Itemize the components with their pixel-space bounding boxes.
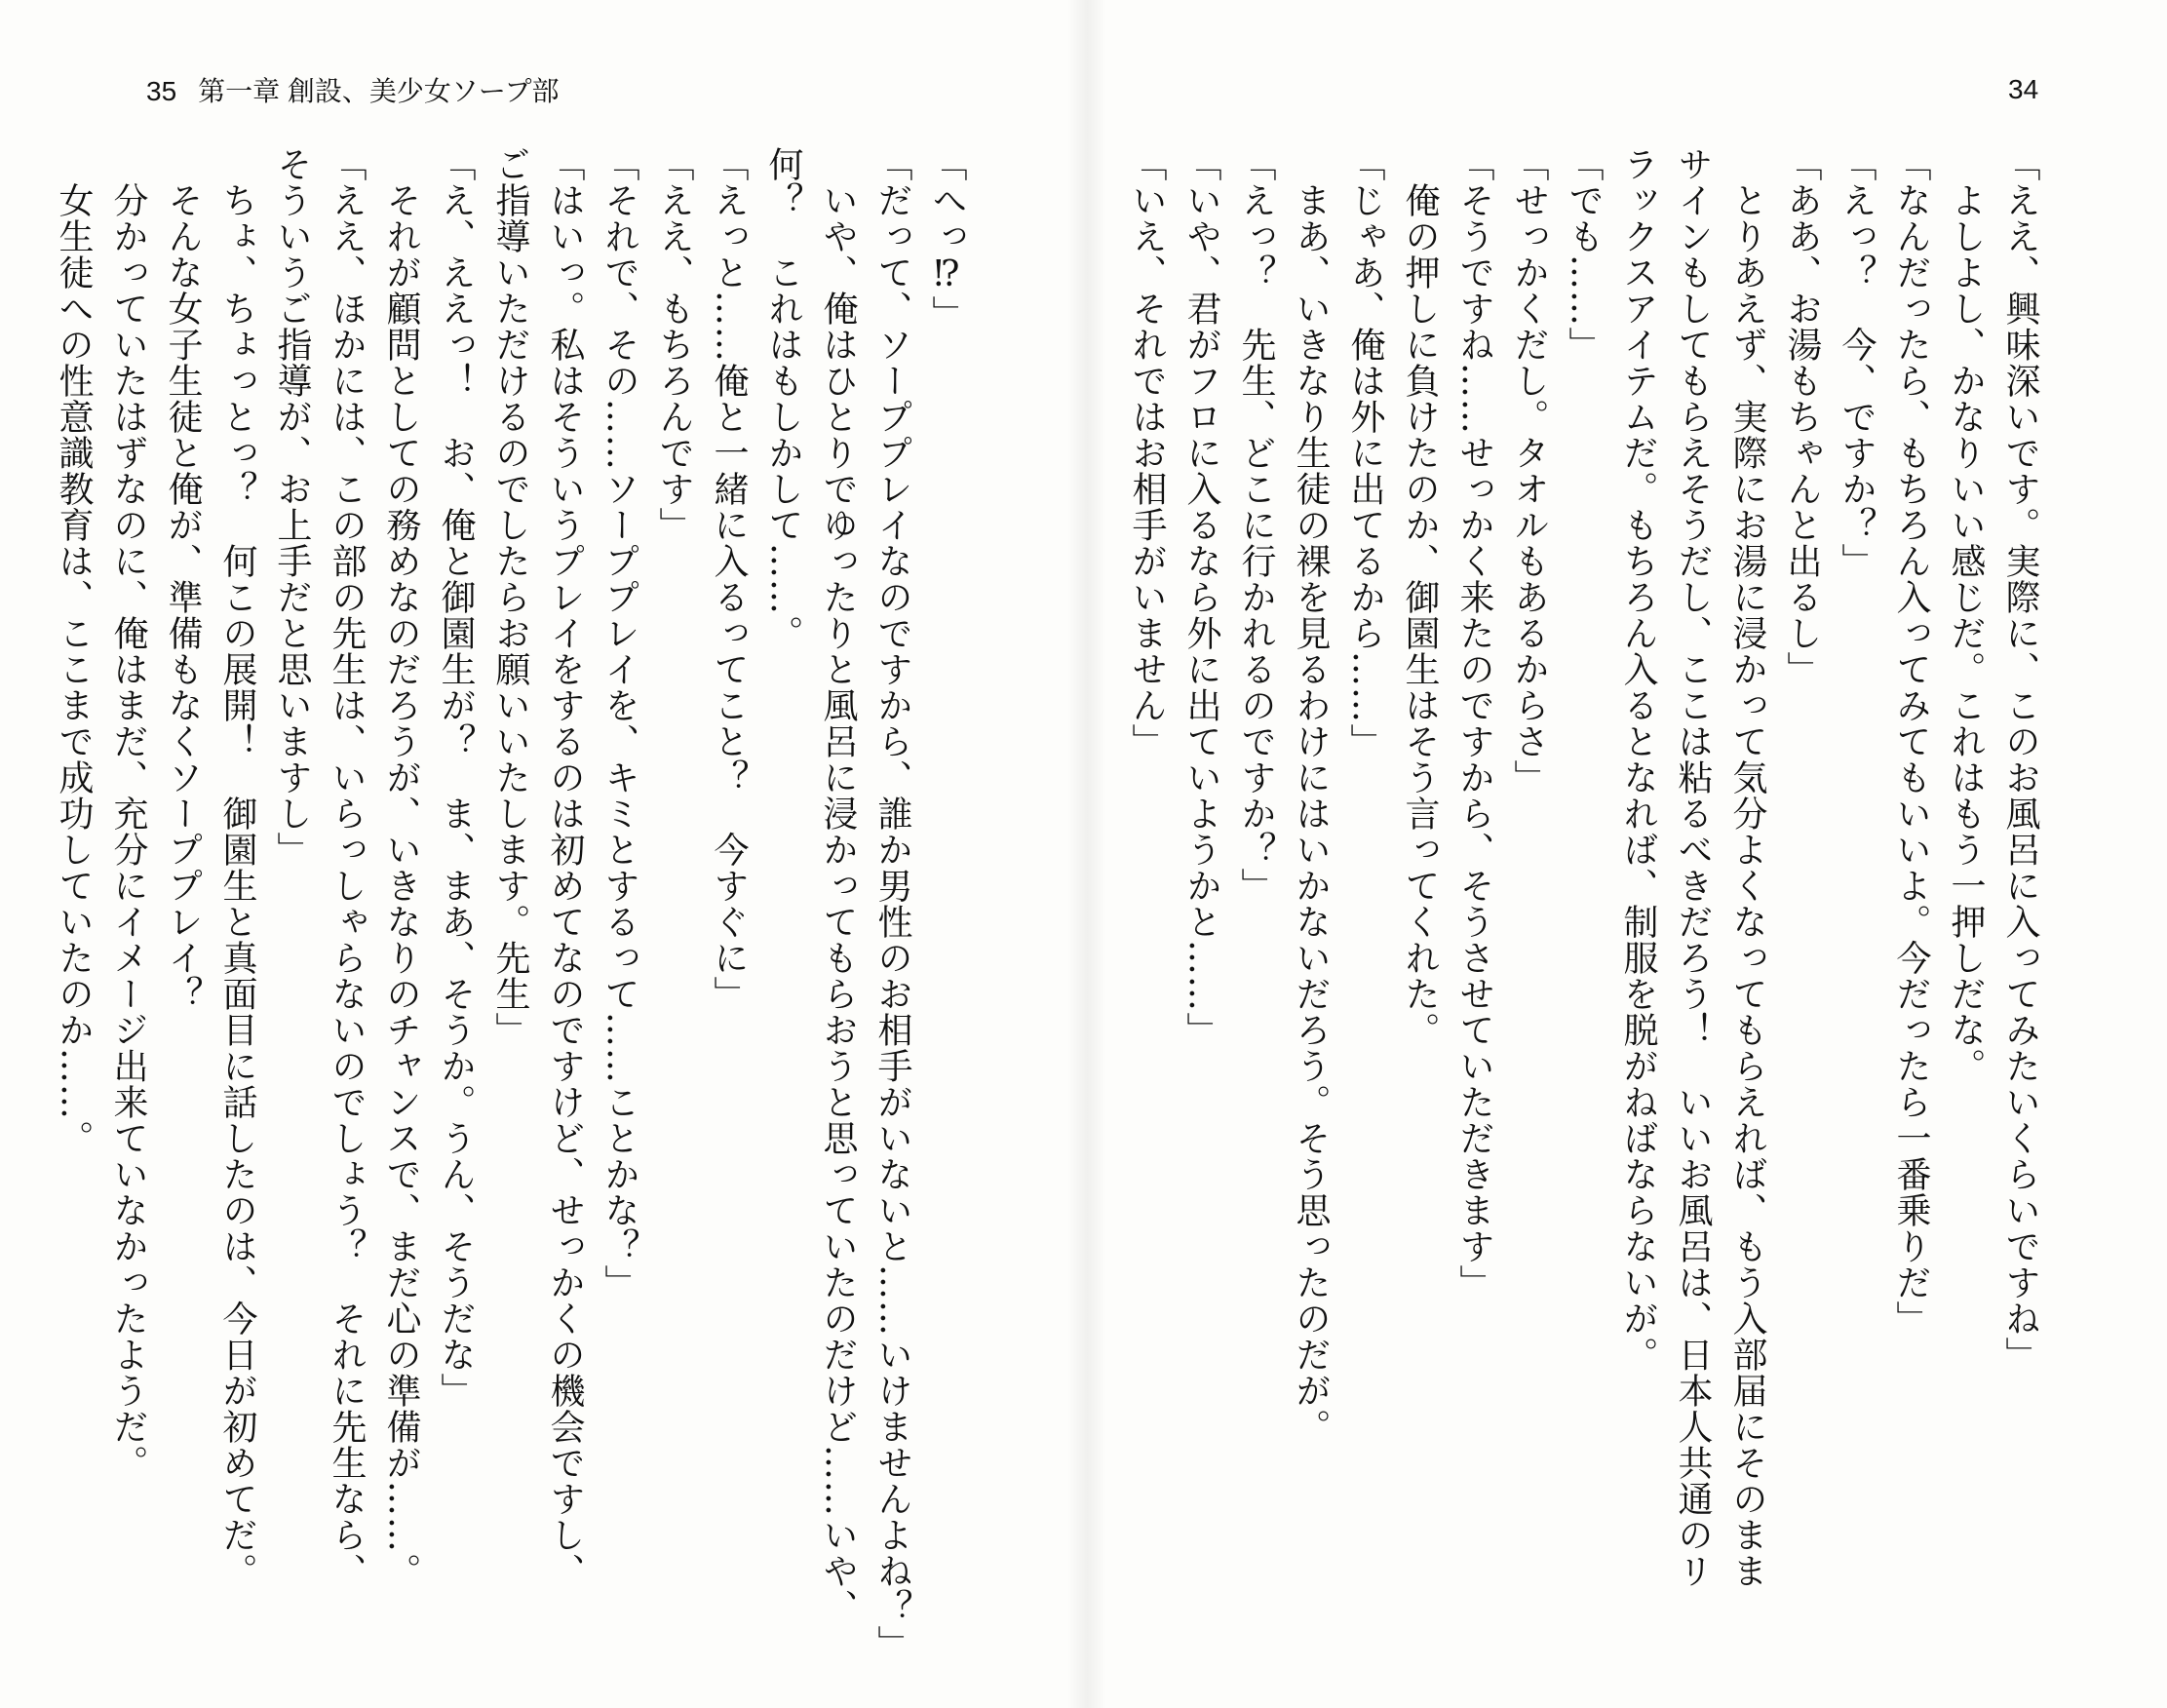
text-line: 何？ これはもしかして……。 [763, 146, 803, 651]
text-line: よしよし、かなりいい感じだ。これはもう一押しだな。 [1946, 146, 1986, 1084]
text-line: それが顧問としての務めなのだろうが、いきなりのチャンスで、まだ心の準備が……。 [381, 146, 421, 1589]
text-line: 「え、ええっ！ お、俺と御園生が？ ま、まあ、そうか。うん、そうだな」 [436, 146, 476, 1409]
text-line: とりあえず、実際にお湯に浸かって気分よくなってもらえれば、もう入部届にそのまま [1727, 146, 1767, 1589]
text-line: 俺の押しに負けたのか、御園生はそう言ってくれた。 [1400, 146, 1440, 1048]
text-line: 「ええ、興味深いです。実際に、このお風呂に入ってみたいくらいですね」 [2000, 146, 2040, 1373]
text-line: 「いえ、それではお相手がいません」 [1127, 146, 1167, 759]
text-line: 「へっ⁉」 [927, 146, 967, 331]
text-line: まあ、いきなり生徒の裸を見るわけにはいかないだろう。そう思ったのだが。 [1291, 146, 1331, 1445]
text-line: 「ええ、ほかには、この部の先生は、いらっしゃらないのでしょう？ それに先生なら、 [327, 146, 367, 1589]
text-line: ご指導いただけるのでしたらお願いいたします。先生」 [490, 146, 530, 1048]
text-line: いや、俺はひとりでゆったりと風呂に浸かってもらおうと思っていたのだけど……いや、 [818, 146, 858, 1625]
text-line: 分かっていたはずなのに、俺はまだ、充分にイメージ出来ていなかったようだ。 [108, 146, 148, 1481]
text-line: 「でも……」 [1564, 146, 1604, 363]
text-line: 「なんだったら、もちろん入ってみてもいいよ。今だったら一番乗りだ」 [1891, 146, 1931, 1337]
text-line: 「じゃあ、俺は外に出てるから……」 [1345, 146, 1385, 759]
right-page-number: 34 [2008, 74, 2039, 104]
text-line: 「ええ、もちろんです」 [654, 146, 694, 543]
text-line: そんな女子生徒と俺が、準備もなくソーププレイ？ [163, 146, 203, 1012]
text-line: サインもしてもらえそうだし、ここは粘るべきだろう！ いいお風呂は、日本人共通のリ [1673, 146, 1713, 1589]
text-line: そういうご指導が、お上手だと思いますし」 [272, 146, 312, 868]
text-line: ちょ、ちょっとっ？ 何この展開！ 御園生と真面目に話したのは、今日が初めてだ。 [217, 146, 257, 1589]
text-line: 「ああ、お湯もちゃんと出るし」 [1782, 146, 1822, 687]
text-line: 「それで、その……ソーププレイを、キミとするって……ことかな？」 [600, 146, 639, 1300]
text-line: ラックスアイテムだ。もちろん入るとなれば、制服を脱がねばならないが。 [1618, 146, 1658, 1373]
text-line: 「はいっ。私はそういうプレイをするのは初めてなのですけど、せっかくの機会ですし、 [545, 146, 585, 1589]
text-line: 「だって、ソーププレイなのですから、誰か男性のお相手がいないと……いけませんよね？」 [872, 146, 912, 1661]
text-line: 女生徒への性意識教育は、ここまで成功していたのか……。 [54, 146, 94, 1156]
text-line: 「えっ？ 先生、どこに行かれるのですか？」 [1236, 146, 1276, 904]
text-line: 「いや、君がフロに入るなら外に出ていようかと……」 [1181, 146, 1221, 1048]
left-page-number: 35 [146, 76, 177, 106]
text-line: 「そうですね……せっかく来たのですから、そうさせていただきます」 [1454, 146, 1494, 1300]
page-35-text [54, 146, 1028, 1667]
book-gutter [1067, 0, 1106, 1708]
text-line: 「せっかくだし。タオルもあるからさ」 [1509, 146, 1549, 796]
text-line: 「えっ？ 今、ですか？」 [1837, 146, 1877, 579]
blank-line [974, 146, 1028, 1667]
left-page-header [146, 70, 560, 109]
chapter-title: 第一章 創設、美少女ソープ部 [198, 76, 560, 106]
page-34-text [1127, 146, 2047, 1667]
text-line: 「えっと……俺と一緒に入るってこと？ 今すぐに」 [709, 146, 749, 1012]
